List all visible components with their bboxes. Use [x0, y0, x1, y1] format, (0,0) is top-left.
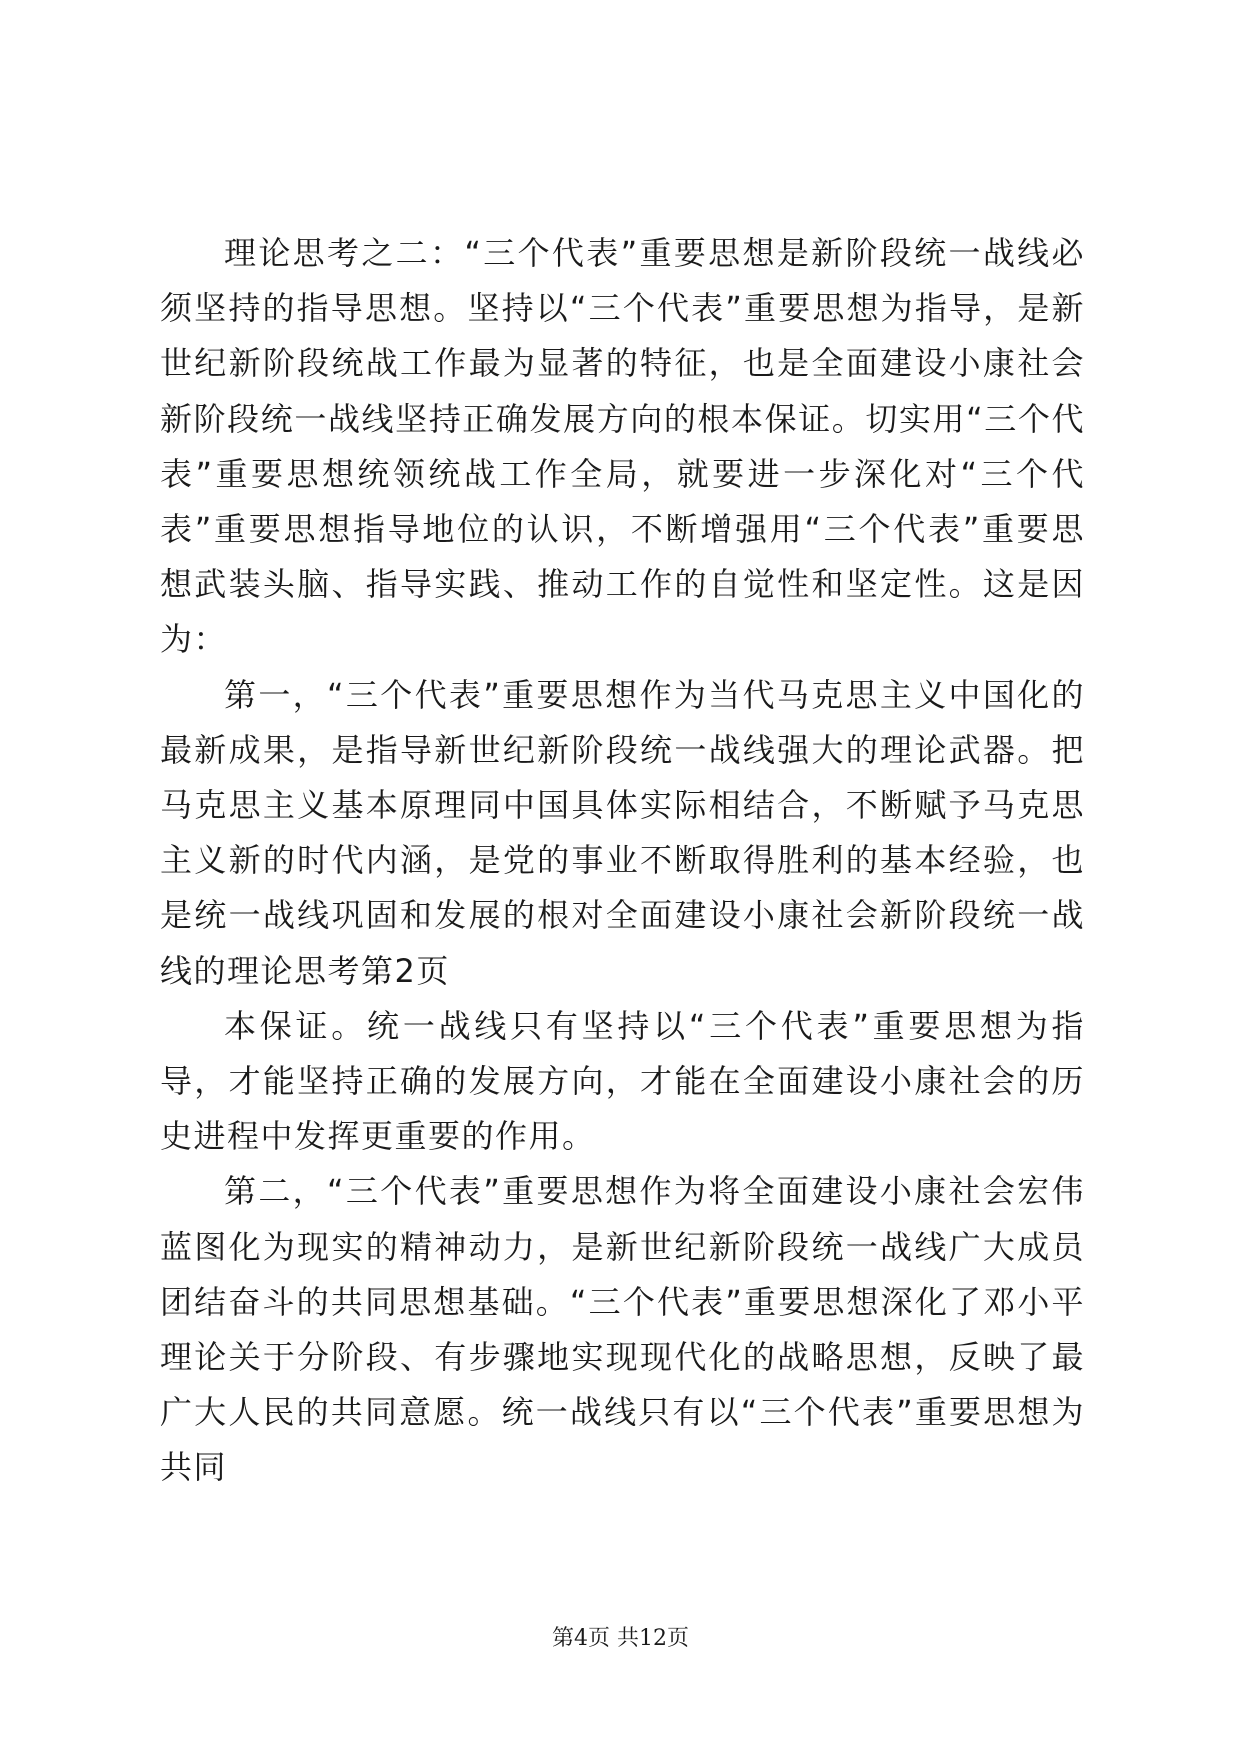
page-footer — [0, 1624, 1241, 1654]
paragraph-1: 理论思考之二：“三个代表”重要思想是新阶段统一战线必须坚持的指导思想。坚持以“三个代表”重要思想为指导，是新世纪新阶段统战工作最为显著的特征，也是全面建设小康社会新阶段统一战线坚持正确发展方向的根本保证。切实用“三个代表”重要思想统领统战工作全局，就要进一步深化对“三个代表”重要思想指导地位的认识，不断增强用“三个代表”重要思想武装头脑、指导实践、推动工作的自觉性和坚定性。这是因为： — [160, 234, 1085, 659]
paragraph-4: 第二，“三个代表”重要思想作为将全面建设小康社会宏伟蓝图化为现实的精神动力，是新世纪新阶段统一战线广大成员团结奋斗的共同思想基础。“三个代表”重要思想深化了邓小平理论关于分阶段、有步骤地实现现代化的战略思想，反映了最广大人民的共同意愿。统一战线只有以“三个代表”重要思想为共同 — [160, 1172, 1085, 1487]
paragraph-3: 本保证。统一战线只有坚持以“三个代表”重要思想为指导，才能坚持正确的发展方向，才能在全面建设小康社会的历史进程中发挥更重要的作用。 — [160, 1006, 1085, 1156]
page-number-label: 第4页 共12页 — [552, 1626, 689, 1651]
paragraph-2: 第一，“三个代表”重要思想作为当代马克思主义中国化的最新成果，是指导新世纪新阶段统一战线强大的理论武器。把马克思主义基本原理同中国具体实际相结合，不断赋予马克思主义新的时代内涵，是党的事业不断取得胜利的基本经验，也是统一战线巩固和发展的根对全面建设小康社会新阶段统一战线的理论思考第2页 — [160, 675, 1085, 990]
document-body — [160, 226, 1085, 1496]
